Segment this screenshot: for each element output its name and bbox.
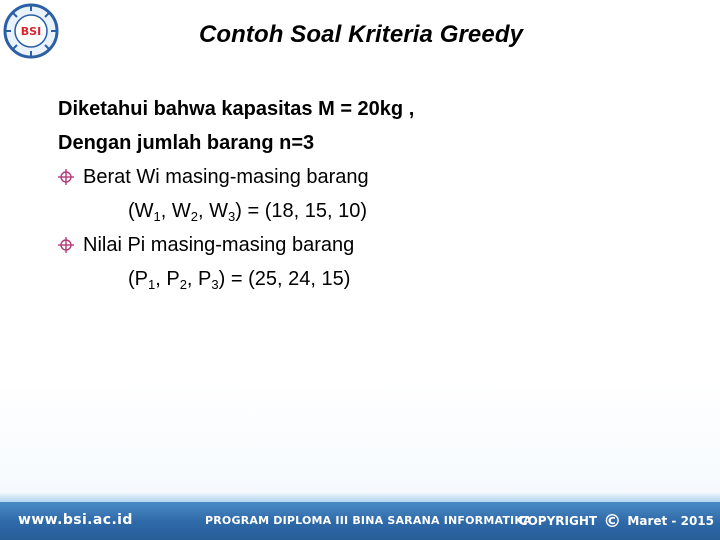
- crosshair-icon: [58, 169, 74, 185]
- logo-center-text: BSI: [20, 25, 42, 38]
- bullet-profits: [58, 228, 678, 262]
- bullet-label: Berat Wi masing-masing barang: [83, 166, 369, 188]
- crosshair-icon: [58, 237, 74, 253]
- footer-copyright: COPYRIGHT © Maret - 2015: [518, 511, 714, 532]
- footer-bar: [0, 500, 720, 540]
- profits-values: ($P_1$, $P_2$, $P_3) = (25$, 24, 15): [128, 268, 351, 292]
- slide-title: Contoh Soal Kriteria Greedy: [198, 21, 524, 48]
- item-count-line: Dengan jumlah barang n=3: [58, 132, 315, 154]
- footer-highlight: [0, 492, 720, 502]
- bullet-label: Nilai Pi masing-masing barang: [83, 234, 355, 256]
- footer-url: www.bsi.ac.id: [18, 512, 133, 528]
- copyright-icon: ©: [603, 511, 622, 532]
- slide-body: [58, 92, 678, 296]
- footer-program: PROGRAM DIPLOMA III BINA SARANA INFORMATIKA: [205, 514, 532, 527]
- capacity-line: Diketahui bahwa kapasitas M = 20kg ,: [58, 98, 415, 120]
- bullet-weights: [58, 160, 678, 194]
- weights-values: ($W_1$, $W_2$, $W_3) = (18$, 15, 10): [128, 200, 367, 224]
